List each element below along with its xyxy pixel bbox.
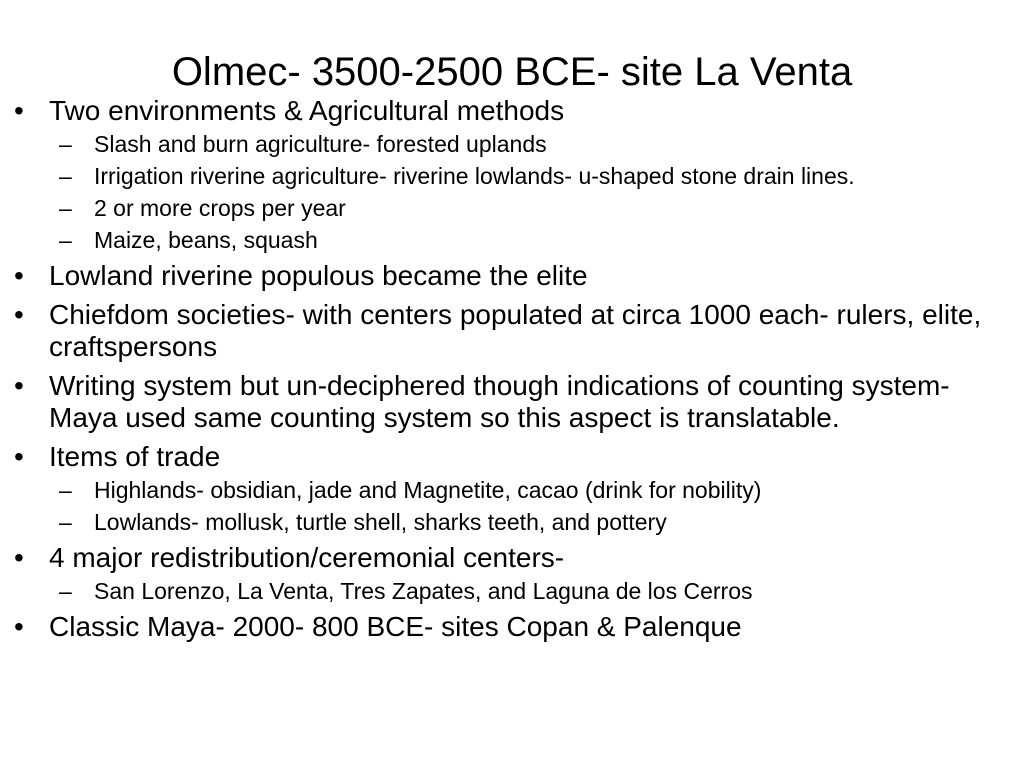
bullet-text: Items of trade: [49, 441, 221, 472]
sub-bullet-item: [49, 509, 1014, 535]
bullet-icon: •: [14, 299, 24, 330]
sub-bullet-list: [49, 477, 1014, 535]
sub-bullet-item: [49, 227, 1014, 253]
bullet-text: Chiefdom societies- with centers populated at circa 1000 each- rulers, elite, craftspersons: [49, 299, 982, 362]
sub-bullet-text: Lowlands- mollusk, turtle shell, sharks teeth, and pottery: [94, 509, 667, 535]
sub-bullet-text: Irrigation riverine agriculture- riverine lowlands- u-shaped stone drain lines.: [94, 163, 855, 189]
bullet-icon: •: [14, 260, 24, 291]
dash-icon: –: [59, 195, 72, 221]
dash-icon: –: [59, 227, 72, 253]
dash-icon: –: [59, 131, 72, 157]
sub-bullet-text: Maize, beans, squash: [94, 227, 318, 253]
bullet-icon: •: [14, 95, 24, 126]
bullet-text: Classic Maya- 2000- 800 BCE- sites Copan & Palenque: [49, 611, 742, 642]
bullet-icon: •: [14, 441, 24, 472]
bullet-item: [14, 260, 1014, 292]
bullet-item: [14, 370, 1014, 434]
dash-icon: –: [59, 163, 72, 189]
dash-icon: –: [59, 578, 72, 604]
slide-title: Olmec- 3500-2500 BCE- site La Venta: [171, 50, 853, 94]
sub-bullet-list: [49, 131, 1014, 253]
bullet-icon: •: [14, 542, 24, 573]
sub-bullet-text: 2 or more crops per year: [94, 195, 346, 221]
sub-bullet-item: [49, 131, 1014, 157]
bullet-item: [14, 441, 1014, 535]
sub-bullet-item: [49, 163, 1014, 189]
bullet-icon: •: [14, 611, 24, 642]
bullet-icon: •: [14, 370, 24, 401]
bullet-item: [14, 542, 1014, 604]
bullet-list: [14, 95, 1014, 643]
sub-bullet-text: Highlands- obsidian, jade and Magnetite, cacao (drink for nobility): [94, 477, 762, 503]
sub-bullet-text: San Lorenzo, La Venta, Tres Zapates, and Laguna de los Cerros: [94, 578, 753, 604]
bullet-item: [14, 611, 1014, 643]
sub-bullet-item: [49, 578, 1014, 604]
bullet-text: 4 major redistribution/ceremonial centers-: [49, 542, 565, 573]
bullet-text: Writing system but un-deciphered though indications of counting system- Maya used same counting system so this aspect is translatable.: [49, 370, 950, 433]
sub-bullet-item: [49, 477, 1014, 503]
dash-icon: –: [59, 509, 72, 535]
dash-icon: –: [59, 477, 72, 503]
sub-bullet-item: [49, 195, 1014, 221]
bullet-text: Two environments & Agricultural methods: [49, 95, 565, 126]
sub-bullet-text: Slash and burn agriculture- forested uplands: [94, 131, 547, 157]
bullet-text: Lowland riverine populous became the elite: [49, 260, 588, 291]
bullet-item: [14, 299, 1014, 363]
bullet-item: [14, 95, 1014, 253]
sub-bullet-list: [49, 578, 1014, 604]
